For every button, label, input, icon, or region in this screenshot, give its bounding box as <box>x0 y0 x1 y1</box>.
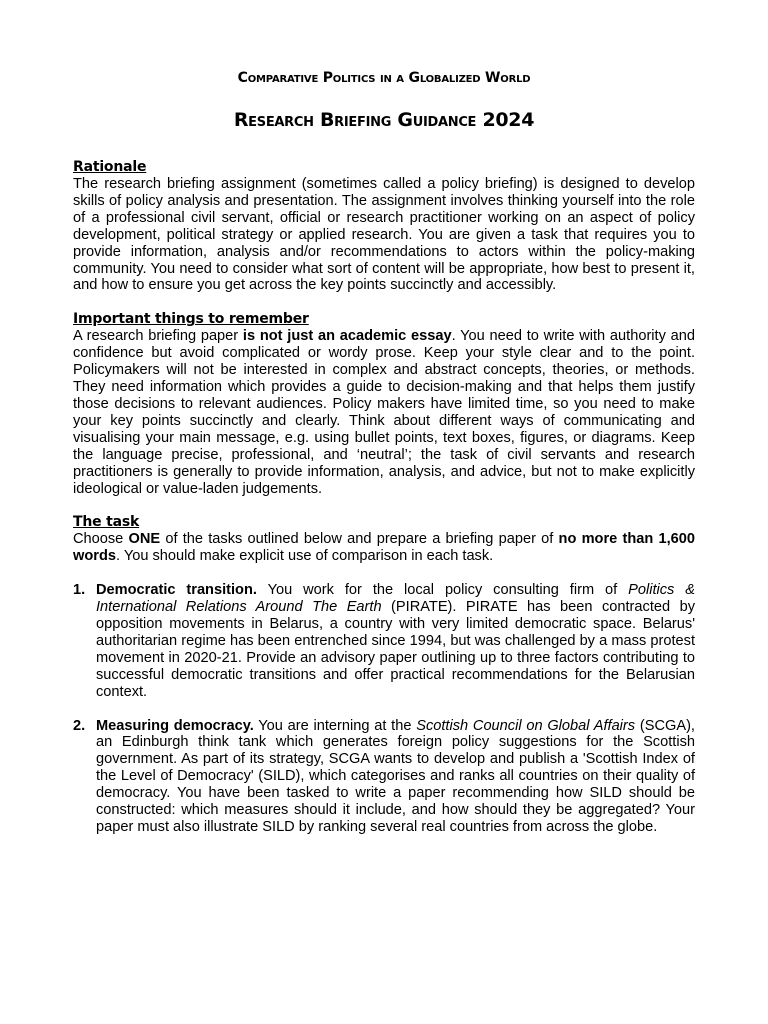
task-item-text-2: (PIRATE). PIRATE has been contracted by opposition movements in Belarus, a country with very limited democratic space. Belarus' authoritarian regime has been entrenched since 1994, but was challenged by a mass protest movement in 2020-21. Provide an advisory paper outlining up to three factors contributing to successful democratic transitions and offer practical recommendations for the Belarusian context. <box>96 599 695 700</box>
task-item-text-1: You work for the local policy consulting firm of <box>256 582 629 599</box>
important-text-1: A research briefing paper <box>73 328 243 345</box>
important-paragraph <box>73 328 695 497</box>
important-section <box>73 310 695 497</box>
task-item-title: Democratic transition. <box>96 582 257 599</box>
rationale-section <box>73 158 695 294</box>
task-text-3: . You should make explicit use of comparison in each task. <box>115 548 494 565</box>
task-item-number: 2. <box>73 717 86 734</box>
course-title: Comparative Politics in a Globalized World <box>237 70 531 86</box>
task-emphasis-word-limit: no more than 1,600 words <box>73 531 695 565</box>
task-item-measuring-democracy <box>73 718 695 836</box>
task-text-2: of the tasks outlined below and prepare a briefing paper of <box>160 531 559 548</box>
rationale-paragraph: The research briefing assignment (sometimes called a policy briefing) is designed to develop skills of policy analysis and presentation. The assignment involves thinking yourself into the role of a professional civil servant, official or research practitioner working on an aspect of policy development, political strategy or applied research. You are given a task that requires you to provide information, analysis and/or recommendations to actors within the policy-making community. You need to consider what sort of content will be appropriate, how best to present it, and how to ensure you get across the key points succinctly and accessibly. <box>73 176 695 294</box>
task-item-democratic-transition <box>73 582 695 700</box>
rationale-heading: Rationale <box>73 159 147 175</box>
important-heading: Important things to remember <box>73 311 309 328</box>
document-page <box>73 62 695 836</box>
task-item-title: Measuring democracy. <box>96 717 254 734</box>
task-emphasis-one: ONE <box>128 531 161 548</box>
document-title: Research Briefing Guidance 2024 <box>233 109 535 131</box>
task-item-number: 1. <box>73 582 86 599</box>
important-text-2: . You need to write with authority and confidence but avoid complicated or wordy prose. Keep your style clear and to the point. Policymakers will not be interested in complex and abstract concepts, theories, or methods. They need information which provides a guide to decision-making and that helps them justify those decisions to relevant audiences. Policy makers have limited time, so you need to make your key points succinctly and clearly. Think about different ways of communicating and visualising your main message, e.g. using bullet points, text boxes, figures, or diagrams. Keep the language precise, professional, and ‘neutral’; the task of civil servants and research practitioners is generally to provide information, analysis, and advice, but not to make explicitly ideological or value-laden judgements. <box>73 328 695 497</box>
important-emphasis: is not just an academic essay <box>242 328 452 345</box>
task-list <box>73 582 695 836</box>
task-text-1: Choose <box>73 531 129 548</box>
task-section <box>73 513 695 836</box>
task-item-organisation: Scottish Council on Global Affairs <box>416 717 636 734</box>
task-intro-paragraph <box>73 531 695 565</box>
task-item-text-1: You are interning at the <box>253 717 417 734</box>
task-item-text-2: (SCGA), an Edinburgh think tank which generates foreign policy suggestions for the Scottish government. As part of its strategy, SCGA wants to develop and publish a 'Scottish Index of the Level of Democracy' (SILD), which categorises and ranks all countries on their quality of democracy. You have been tasked to write a paper recommending how SILD should be constructed: which measures should it include, and how should they be aggregated? Your paper must also illustrate SILD by ranking several real countries from across the globe. <box>96 717 695 835</box>
task-item-organisation: Politics & International Relations Around The Earth <box>96 582 695 616</box>
task-heading: The task <box>73 514 140 531</box>
